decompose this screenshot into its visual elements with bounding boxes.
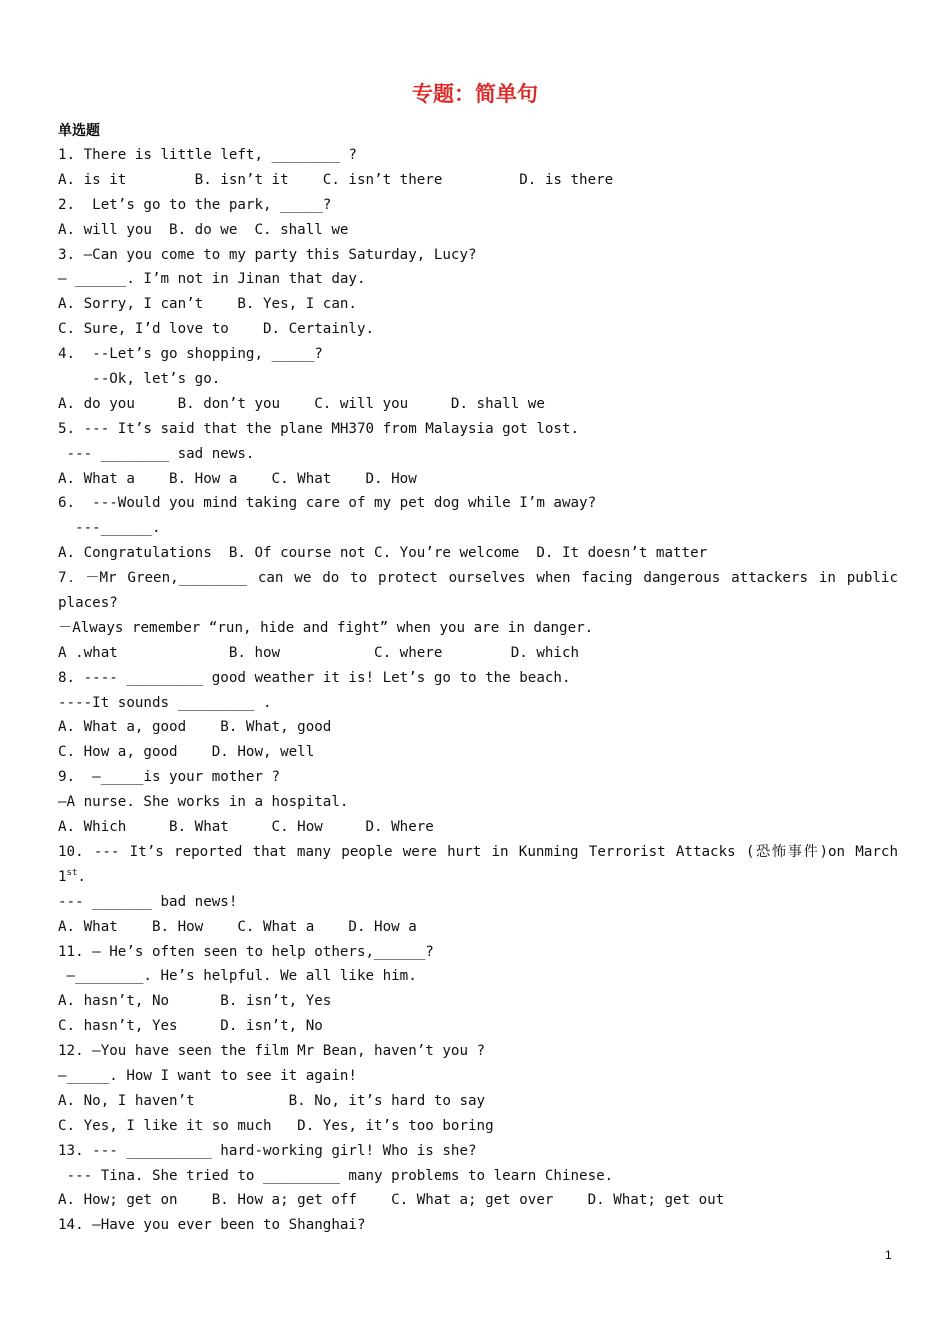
- question-line: 9. —_____is your mother ?: [58, 769, 281, 786]
- question-line: 5. --- It’s said that the plane MH370 from Malaysia got lost.: [58, 420, 580, 437]
- options-line: A. What B. How C. What a D. How a: [58, 918, 417, 935]
- dialogue-line: ----It sounds _________ .: [58, 694, 272, 711]
- options-line: A. will you B. do we C. shall we: [58, 221, 349, 238]
- options-line: A. No, I haven’t B. No, it’s hard to say: [58, 1092, 486, 1109]
- question-line: 2. Let’s go to the park, _____?: [58, 196, 332, 213]
- options-line: C. Sure, I’d love to D. Certainly.: [58, 321, 375, 338]
- question-line: 1st.: [58, 867, 86, 885]
- options-line: A .what B. how C. where D. which: [58, 644, 580, 661]
- dialogue-line: --- ________ sad news.: [58, 445, 255, 462]
- question-line: 8. ---- _________ good weather it is! Let’s go to the beach.: [58, 669, 571, 686]
- options-line: A. How; get on B. How a; get off C. What a; get over D. What; get out: [58, 1192, 725, 1209]
- dialogue-line: —________. He’s helpful. We all like him.: [58, 968, 417, 985]
- question-line: 14. —Have you ever been to Shanghai?: [58, 1217, 366, 1234]
- options-line: A. What a B. How a C. What D. How: [58, 470, 417, 487]
- question-line: 7．－Mr Green,________ can we do to protect ourselves when facing dangerous attackers in public: [58, 570, 898, 587]
- options-line: C. Yes, I like it so much D. Yes, it’s too boring: [58, 1117, 494, 1134]
- question-line: 1. There is little left, ________ ?: [58, 147, 357, 163]
- dialogue-line: —_____. How I want to see it again!: [58, 1067, 357, 1084]
- question-line: 4. --Let’s go shopping, _____?: [58, 346, 323, 363]
- options-line: A. do you B. don’t you C. will you D. shall we: [58, 395, 545, 412]
- dialogue-line: --- Tina. She tried to _________ many problems to learn Chinese.: [58, 1167, 614, 1184]
- page-title: 专题：简单句: [412, 82, 538, 106]
- dialogue-line: －Always remember “run, hide and fight” when you are in danger.: [58, 619, 594, 636]
- dialogue-line: ---______.: [58, 520, 161, 537]
- question-line: 3. —Can you come to my party this Saturday, Lucy?: [58, 246, 477, 263]
- question-line: 13. --- __________ hard-working girl! Who is she?: [58, 1142, 477, 1159]
- section-heading: 单选题: [58, 123, 100, 139]
- question-line: 11. — He’s often seen to help others,______?: [58, 943, 434, 960]
- options-line: C. hasn’t, Yes D. isn’t, No: [58, 1018, 323, 1035]
- dialogue-line: — ______. I’m not in Jinan that day.: [58, 271, 366, 288]
- page-number: 1: [885, 1248, 892, 1262]
- options-line: A. Sorry, I can’t B. Yes, I can.: [58, 296, 357, 313]
- options-line: A. Which B. What C. How D. Where: [58, 819, 434, 836]
- question-line: 12. —You have seen the film Mr Bean, haven’t you ?: [58, 1043, 486, 1060]
- options-line: A. Congratulations B. Of course not C. You’re welcome D. It doesn’t matter: [58, 545, 708, 562]
- ordinal-superscript: st: [66, 867, 78, 878]
- options-line: A. is it B. isn’t it C. isn’t there D. is there: [58, 171, 614, 188]
- options-line: C. How a, good D. How, well: [58, 744, 315, 761]
- question-line: 6. ---Would you mind taking care of my pet dog while I’m away?: [58, 495, 597, 512]
- options-line: A. What a, good B. What, good: [58, 719, 332, 736]
- question-line: places?: [58, 595, 118, 612]
- question-line: 10. --- It’s reported that many people were hurt in Kunming Terrorist Attacks (恐怖事件)on March: [58, 843, 898, 860]
- dialogue-line: --Ok, let’s go.: [58, 371, 221, 388]
- options-line: A. hasn’t, No B. isn’t, Yes: [58, 993, 332, 1010]
- question-list: [58, 143, 898, 1238]
- dialogue-line: --- _______ bad news!: [58, 893, 238, 910]
- dialogue-line: —A nurse. She works in a hospital.: [58, 794, 349, 811]
